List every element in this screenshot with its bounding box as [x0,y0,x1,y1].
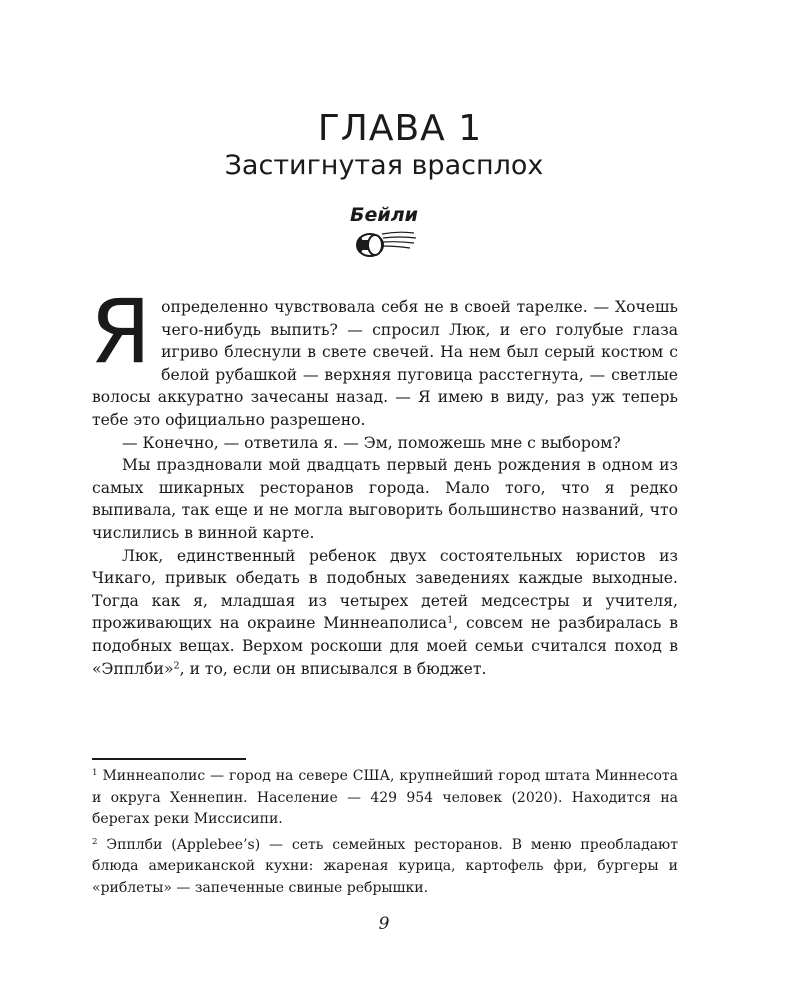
paragraph-text: Люк, единственный ребенок двух состоятельных юристов из Чикаго, привык обедать в подобных заведениях каждые выходные. Тогда как я, младшая из четырех детей медсестры и учителя, проживающих на окраине [92,546,678,633]
footnote-divider [92,758,246,760]
paragraph: Мы праздновали мой двадцать первый день рождения в одном из самых шикарных ресторанов города. Мало того, что я редко выпивала, так еще и не могла выговорить большинство названий, что числились в винной карте. [92,456,678,542]
narrator-name: Бейли [350,204,418,226]
footnote-reference-1[interactable]: 1 [447,615,454,626]
footnote-text: Миннеаполис — город на севере США, крупнейший город штата Миннесота и округа Хеннепин. Население — 429 954 человек (2020). Находится на берегах реки Миссисипи. [92,768,678,828]
footnote-text: Эпплби (Applebee’s) — сеть семейных ресторанов. В меню преобладают блюда американской кухни: жареная курица, картофель фри, бургеры и «риблеты» — запеченные свиные ребрышки. [92,836,678,896]
paragraph-text: , совсем не разбиралась в подобных вещах. Верхом роскоши для моей семьи считался поход в «Эпплби» [92,614,678,678]
page-number: 9 [378,914,390,934]
paragraph-text: , и то, если он вписывался в бюджет. [179,659,487,678]
paragraph-text: определенно чувствовала себя не в своей тарелке. — Хочешь чего-нибудь выпить? — спросил Люк, и его голубые глаза игриво блеснули в свете свечей. На нем был серый костюм с белой рубашкой — верхняя пуговица расстегнута, — светлые волосы аккуратно зачесаны назад. — Я имею в виду, раз уж теперь тебе это официально разрешено. [92,298,678,429]
paragraph [92,545,678,681]
footnote-item [92,835,678,900]
footnote-reference-2[interactable]: 2 [173,660,180,672]
footnote-mark: 1 [92,768,98,779]
chapter-body [90,280,678,680]
paragraph: — Конечно, — ответила я. — Эм, поможешь мне с выбором? [122,433,621,452]
footnote-item [92,766,678,831]
paragraph-text: Миннеаполиса [323,614,448,633]
hockey-puck-icon [352,228,418,260]
footnotes [92,766,678,904]
chapter-title: ГЛАВА 1 [317,108,483,149]
paragraph [90,280,678,432]
footnote-mark: 2 [92,837,98,848]
drop-cap: Я [90,280,152,383]
chapter-subtitle: Застигнутая врасплох [224,150,544,181]
